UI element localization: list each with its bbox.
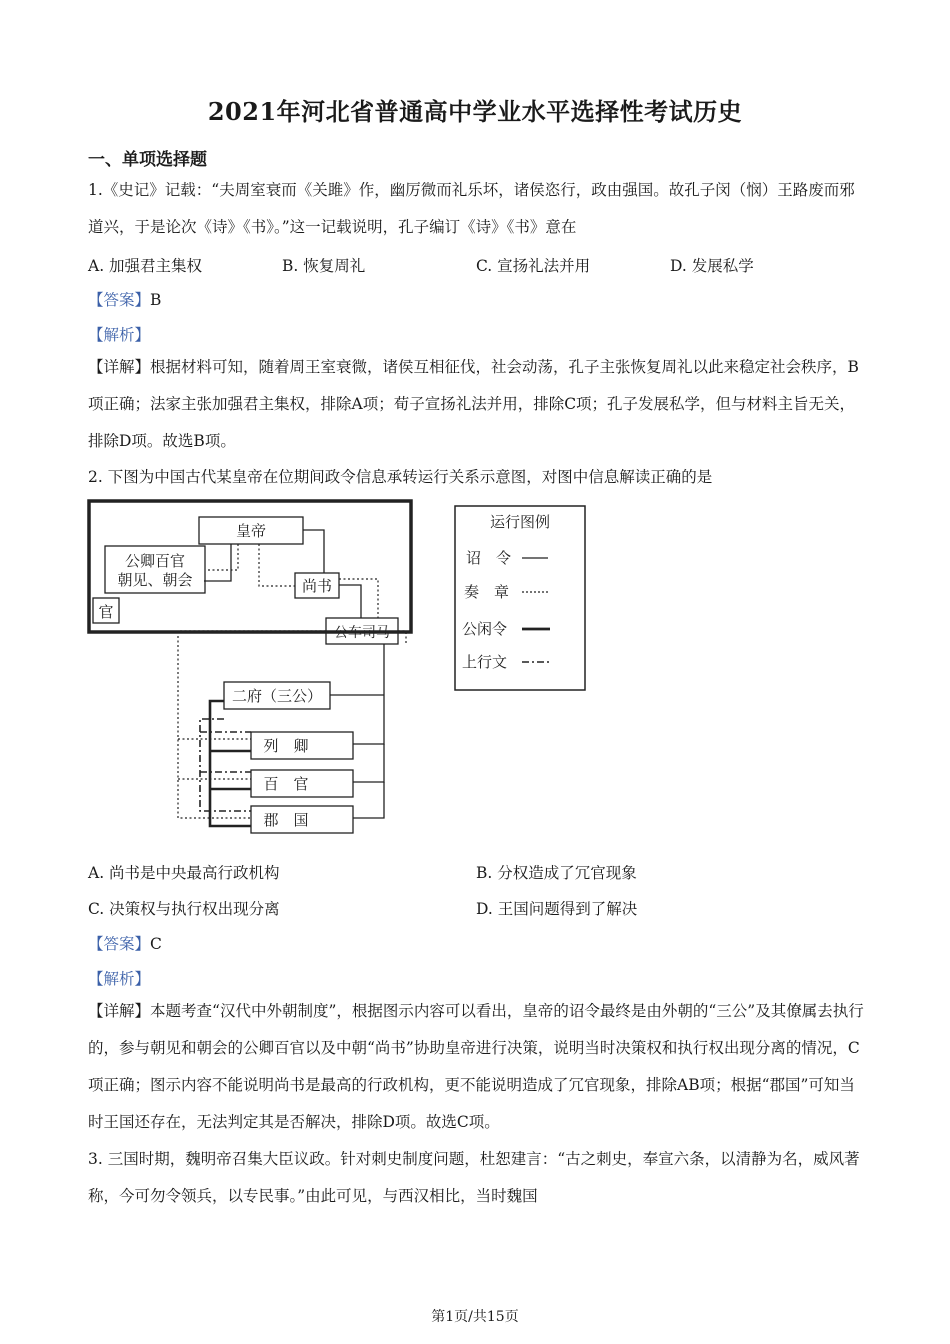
- q3-stem: 3. 三国时期，魏明帝召集大臣议政。针对刺史制度问题，杜恕建言：“古之刺史，奉宣六条，以清静为名，威风著称，今可勿令领兵，以专民事。”由此可见，与西汉相比，当时魏国: [88, 1150, 860, 1205]
- q1-detail-text: 根据材料可知，随着周王室衰微，诸侯互相征伐，社会动荡，孔子主张恢复周礼以此来稳定社会秩序，B项正确；法家主张加强君主集权，排除A项；荀子宣扬礼法并用，排除C项；孔子发展私学，但与材料主旨无关，排除D项。故选B项。: [88, 358, 859, 450]
- q2-option-d: D. 王国问题得到了解决: [476, 900, 638, 918]
- q2-detail-text: 本题考查“汉代中外朝制度”，根据图示内容可以看出，皇帝的诏令最终是由外朝的“三公”及其僚属去执行的，参与朝见和朝会的公卿百官以及中朝“尚书”协助皇帝进行决策，说明当时决策权和执行权出现分离的情况，C项正确；图示内容不能说明尚书是最高的行政机构，更不能说明造成了冗官现象，排除AB项；根据“郡国”可知当时王国还存在，无法判定其是否解决，排除D项。故选C项。: [88, 1002, 864, 1131]
- q2-option-c: C. 决策权与执行权出现分离: [88, 900, 280, 918]
- palace-label: 官: [98, 603, 114, 621]
- q2-stem: 2. 下图为中国古代某皇帝在位期间政令信息承转运行关系示意图，对图中信息解读正确的是: [88, 468, 713, 486]
- page-footer: 第1页/共15页: [431, 1309, 519, 1325]
- q2-detail: [88, 993, 864, 1141]
- baiguan-label: 百 官: [263, 775, 309, 793]
- legend-upward: 上行文: [462, 653, 508, 671]
- q1-detail-label: 【详解】: [88, 358, 151, 376]
- gongche-label: 公车司马: [334, 625, 390, 641]
- q2-answer: [88, 932, 162, 954]
- page-title: 2021年河北省普通高中学业水平选择性考试历史: [207, 97, 743, 126]
- q2-diagram: [86, 496, 590, 840]
- q1-option-c: C. 宣扬礼法并用: [476, 257, 591, 275]
- q1-option-a: A. 加强君主集权: [88, 257, 203, 275]
- lieqing-label: 列 卿: [263, 737, 309, 755]
- officials-label-1: 公卿百官: [124, 552, 186, 570]
- q2-answer-label: 【答案】: [88, 935, 151, 953]
- legend-public-order: 公闲令: [462, 620, 508, 638]
- q1-answer-value: B: [150, 291, 162, 309]
- q2-answer-value: C: [150, 935, 162, 953]
- q2-analysis-label: 【解析】: [88, 970, 151, 988]
- section-heading: 一、单项选择题: [88, 150, 207, 170]
- q1-detail: [88, 349, 864, 460]
- erfu-label: 二府（三公）: [231, 687, 323, 705]
- emperor-label: 皇帝: [235, 522, 267, 540]
- shangshu-label: 尚书: [301, 577, 333, 595]
- legend-memorial: 奏 章: [464, 583, 510, 601]
- q1-analysis-label: 【解析】: [88, 326, 151, 344]
- q1-answer-label: 【答案】: [88, 291, 151, 309]
- junguo-label: 郡 国: [263, 811, 309, 829]
- q1-answer: [88, 288, 161, 310]
- q2-detail-label: 【详解】: [88, 1002, 151, 1020]
- q1-stem: 1.《史记》记载：“夫周室衰而《关雎》作，幽厉微而礼乐坏，诸侯恣行，政由强国。故孔子闵（悯）王路废而邪道兴，于是论次《诗》《书》。”这一记载说明，孔子编订《诗》《书》意在: [88, 181, 855, 236]
- q1-option-b: B. 恢复周礼: [282, 257, 366, 275]
- legend-edict: 诏 令: [466, 549, 512, 567]
- officials-label-2: 朝见、朝会: [117, 571, 193, 589]
- q2-option-b: B. 分权造成了冗官现象: [476, 864, 637, 882]
- q2-option-a: A. 尚书是中央最高行政机构: [88, 864, 280, 882]
- legend-title: 运行图例: [489, 513, 551, 531]
- q1-option-d: D. 发展私学: [670, 257, 754, 275]
